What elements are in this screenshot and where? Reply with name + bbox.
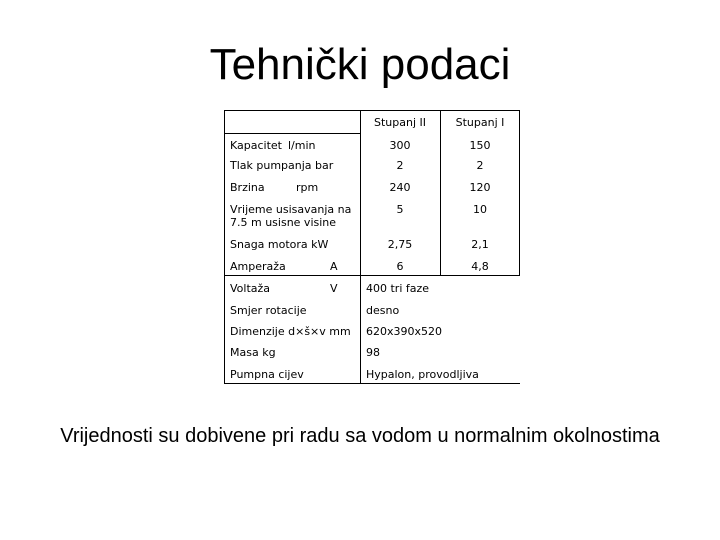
row-unit: l/min	[288, 139, 316, 152]
row-value: 98	[366, 346, 380, 359]
table-border-top	[224, 110, 520, 111]
col-header-stupanj-2: Stupanj II	[373, 116, 426, 129]
row-label: Masa kg	[230, 346, 276, 359]
row-value-stupanj-1: 2	[476, 159, 484, 172]
row-label: Snaga motora kW	[230, 238, 329, 251]
row-value-stupanj-1: 150	[469, 139, 491, 152]
row-value: Hypalon, provodljiva	[366, 368, 479, 381]
row-value-stupanj-2: 2	[396, 159, 404, 172]
table-row-divider	[224, 133, 360, 134]
row-label: Brzina	[230, 181, 265, 194]
specs-table	[224, 110, 520, 384]
table-border-left	[224, 110, 225, 384]
page-title: Tehnički podaci	[209, 40, 511, 89]
row-value-stupanj-1: 4,8	[471, 260, 489, 273]
row-value-stupanj-1: 120	[469, 181, 491, 194]
row-value-stupanj-2: 2,75	[387, 238, 413, 251]
row-unit: A	[330, 260, 338, 273]
footer-note: Vrijednosti su dobivene pri radu sa vodom u normalnim okolnostima	[60, 425, 660, 447]
row-label-line-2: 7.5 m usisne visine	[230, 216, 337, 229]
table-row-divider	[224, 275, 520, 276]
row-unit: V	[330, 282, 338, 295]
row-value: desno	[366, 304, 400, 317]
row-label: Dimenzije d×š×v mm	[230, 325, 351, 338]
row-value-stupanj-2: 240	[389, 181, 411, 194]
row-value-stupanj-2: 6	[396, 260, 404, 273]
row-unit: rpm	[296, 181, 319, 194]
row-label: Pumpna cijev	[230, 368, 304, 381]
row-value: 400 tri faze	[366, 282, 430, 295]
row-value-stupanj-1: 2,1	[471, 238, 489, 251]
col-header-stupanj-1: Stupanj I	[455, 116, 505, 129]
row-value-stupanj-2: 5	[396, 203, 404, 216]
row-value-stupanj-2: 300	[389, 139, 411, 152]
row-label: Vrijeme usisavanja na	[230, 203, 352, 216]
table-row-divider	[224, 383, 520, 384]
row-label: Tlak pumpanja bar	[230, 159, 334, 172]
row-label: Voltaža	[230, 282, 271, 295]
row-value-stupanj-1: 10	[473, 203, 487, 216]
row-value: 620x390x520	[366, 325, 443, 338]
row-label: Smjer rotacije	[230, 304, 307, 317]
row-label: Kapacitet	[230, 139, 282, 152]
row-label: Amperaža	[230, 260, 286, 273]
